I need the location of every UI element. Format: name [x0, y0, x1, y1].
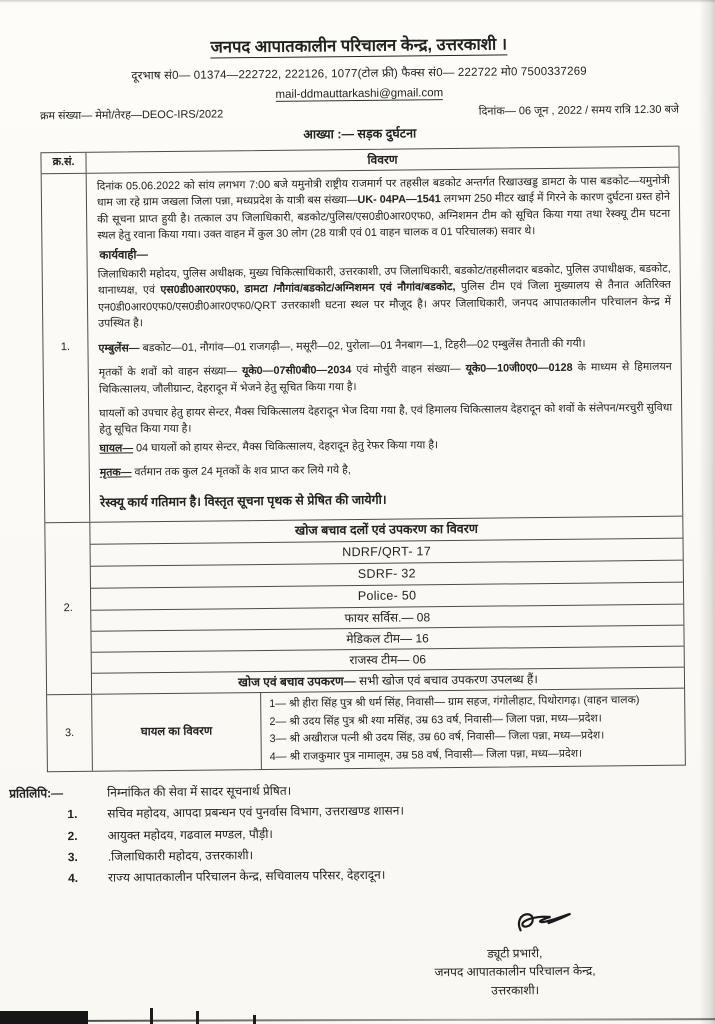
injured-person-row: 3— श्री अखीराज पत्नी श्री उदय सिंह, उम्र 60 वर्ष, निवासी— जिला पन्ना, मध्य—प्रदेश। — [269, 729, 605, 746]
action-paragraph: जिलाधिकारी महोदय, पुलिस अधीक्षक, मुख्य चिकित्साधिकारी, उत्तरकाशी, उप जिलाधिकारी, बडकोट/तहसीलदार बडकोट, पुलिस उपाधीक्षक, बडकोट, थानाध्यक्ष, एवं एस0डी0आर0एफ0, डामटा /नौगांव/बडकोट/अग्निशमन एवं नौगांव/बडकोट, पुलिस टीम एवं जिला मुख्यालय से तैनात अतिरिक्त एन0डी0आर0एफ0/एस0डी0आर0एफ0/QRT उत्तरकाशी घटना स्थल पर मौजूद है। अपर जिलाधिकारी, जनपद आपातकालीन परिचालन केन्द्र में उपस्थित है। — [97, 262, 672, 330]
phone-fax-line: दूरभाष सं0— 01374—222722, 222126, 1077(टोल फ्री) फैक्स सं0— 222722 मो0 7500337269 — [131, 65, 587, 83]
scan-edge-black-block — [0, 1011, 88, 1024]
signatory-place: उत्तरकाशी। — [491, 982, 540, 998]
equipment-row: खोज एवं बचाव उपकरण— सभी खोज एवं बचाव उपकरण उपलब्ध हैं। — [92, 667, 684, 694]
table-row — [45, 515, 684, 695]
injured-person-row: 4— श्री राजकुमार पुत्र नामालूम, उम्र 58 वर्ष, निवासी— जिला पन्ना, मध्य—प्रदेश। — [269, 747, 583, 763]
table-row — [47, 688, 685, 771]
table-header-serial: क्र.सं. — [41, 153, 86, 174]
ambulance-line: एम्बुलेंस— बडकोट—01, नौगांव—01 राजगढ़ी—, मसूरी—02, पुरोला—01 नैनबाग—1, टिहरी—02 एम्बुलेंस तैनाती की गयी। — [98, 337, 586, 355]
copy-item-number: 3. — [67, 849, 78, 864]
action-heading: कार्यवाही— — [99, 248, 149, 262]
vehicle-number-1: यूके0—07सी0बी0—2034 — [242, 364, 352, 378]
injured-treatment-line: घायलों को उपचार हेतु हायर सेन्टर, मैक्स चिकित्सालय देहरादून भेज दिया गया है, एवं हिमालय चिकित्सालय देहरादून को शवों के संलेपन/मरचुरी सुविधा हेतु सूचित किया गया है। — [99, 401, 673, 437]
copies-intro: निम्नांकित की सेवा में सादर सूचनार्थ प्रेषित। — [107, 783, 292, 800]
page-title: जनपद आपातकालीन परिचालन केन्द्र, उत्तरकाशी । — [210, 35, 508, 57]
scan-tick-mark — [196, 1011, 199, 1024]
row3-details — [261, 689, 685, 769]
signature-ink — [439, 907, 649, 944]
copy-item-text: राज्य आपातकालीन परिचालन केन्द्र, सचिवालय परिसर, देहरादून। — [107, 867, 386, 885]
copies-section — [9, 778, 687, 888]
sdrf-teams-bold: एस0डी0आर0एफ0, डामटा /नौगांव/बडकोट/अग्निशमन एवं नौगांव/बडकोट, — [160, 281, 456, 297]
subject-line: आख्या :— सड़क दुर्घटना — [303, 126, 417, 142]
email-address: mail-ddmauttarkashi@gmail.com — [275, 86, 444, 101]
sar-table-heading: खोज बचाव दलों एवं उपकरण का विवरण — [294, 521, 478, 538]
vehicle-number-2: यूके0—10जी0ए0—0128 — [465, 361, 573, 375]
copy-item-text: आयुक्त महोदय, गढवाल मण्डल, पौड़ी। — [107, 826, 274, 843]
scan-tick-mark — [150, 1008, 153, 1024]
injured-count-line: घायल— 04 घायलों को हायर सेन्टर, मैक्स चिकित्सालय, देहरादून हेतु रेफर किया गया है। — [99, 438, 439, 455]
copy-item-number: 1. — [67, 807, 78, 822]
copies-label: प्रतिलिपि:— — [9, 786, 64, 801]
copy-item-text: .जिलाधिकारी महोदय, उत्तरकाशी। — [107, 847, 254, 864]
bus-number: UK- 04PA—1541 — [357, 193, 441, 207]
copy-item-number: 2. — [67, 828, 78, 843]
memo-number: क्रम संख्या— मेमो/तेरह—DEOC-IRS/2022 — [39, 108, 224, 123]
row3-serial: 3. — [47, 695, 93, 771]
date-line: दिनांक— 06 जून , 2022 / समय रात्रि 12.30 बजे — [478, 103, 680, 118]
signature-block — [379, 907, 650, 1001]
row1-serial: 1. — [42, 174, 91, 522]
scan-top-edge — [0, 0, 715, 3]
incident-paragraph: दिनांक 05.06.2022 को सांय लगभग 7:00 बजे यमुनोत्री राष्ट्रीय राजमार्ग पर तहसील बडकोट अन्तर्गत रिखाउखड्ड डामटा के पास बडकोट—यमुनोत्री धाम जा रहे ग्राम जखला जिला पन्ना, मध्यप्रदेश के यात्री बस संख्या—UK- 04PA—1541 लगभग 250 मीटर खाई में गिरने के कारण दुर्घटना ग्रस्त होने की सूचना प्राप्त हुयी है। तत्काल उप जिलाधिकारी, बडकोट/पुलिस/एस0डी0आर0एफ0, अग्निशमन टीम को सूचित किया गया तथा रेस्क्यू टीम घटना स्थल हेतु रवाना किया गया। उक्त वाहन में कुल 30 लोग (28 यात्री एवं 01 वाहन चालक व 01 परिचालक) सवार थे। — [96, 174, 671, 242]
team-row-sdrf: SDRF- 32 — [91, 559, 683, 587]
copy-item — [10, 863, 687, 888]
signatory-org: जनपद आपातकालीन परिचालन केन्द्र, — [434, 963, 596, 980]
bodies-transport-line: मृतकों के शवों को वाहन संख्या— यूके0—07सी0बी0—2034 एवं मोर्चुरी वाहन संख्या— यूके0—10जी0ए0—0128 के माध्यम से हिमालयन चिकित्सालय, जौलीग्रान्ट, देहरादून में भेजने हेतु सूचित किया गया है। — [98, 360, 672, 396]
row1-details — [87, 168, 683, 522]
team-row-police: Police- 50 — [91, 581, 683, 609]
table-header-details: विवरण — [367, 152, 398, 167]
scan-tick-mark — [253, 1015, 256, 1024]
row2-serial: 2. — [45, 522, 92, 694]
team-row-ndrf: NDRF/QRT- 17 — [91, 537, 683, 565]
dead-count-line: मृतक— वर्तमान तक कुल 24 मृतकों के शव प्राप्त कर लिये गये है, — [99, 464, 351, 479]
scan-bottom-line — [86, 1018, 715, 1022]
team-row-fire-service: फायर सर्विस.— 08 — [91, 603, 683, 630]
rescue-status-line: रेस्क्यू कार्य गतिमान है। विस्तृत सूचना पृथक से प्रेषित की जायेगी। — [100, 492, 387, 510]
team-row-revenue: राजस्व टीम— 06 — [92, 646, 684, 673]
injured-person-row: 2— श्री उदय सिंह पुत्र श्री श्या मसिंह, उम्र 63 वर्ष, निवासी— जिला पन्ना, मध्य—प्रदेश। — [269, 712, 602, 728]
signatory-title: ड्यूटी प्रभारी, — [487, 945, 543, 961]
table-row — [42, 167, 683, 522]
row2-details — [90, 516, 684, 694]
injured-person-row: 1— श्री हीरा सिंह पुत्र श्री धर्म सिंह, निवासी— ग्राम सहज, गंगोलीहाट, पिथोरागढ़। (वाहन चालक) — [269, 694, 640, 711]
copy-item-text: सचिव महोदय, आपदा प्रबन्धन एवं पुनर्वास विभाग, उत्तराखण्ड शासन। — [107, 803, 405, 821]
copy-item-number: 4. — [67, 870, 79, 886]
team-row-medical: मेडिकल टीम— 16 — [91, 624, 683, 651]
report-table — [40, 145, 685, 772]
injured-details-label: घायल का विवरण — [92, 693, 262, 770]
